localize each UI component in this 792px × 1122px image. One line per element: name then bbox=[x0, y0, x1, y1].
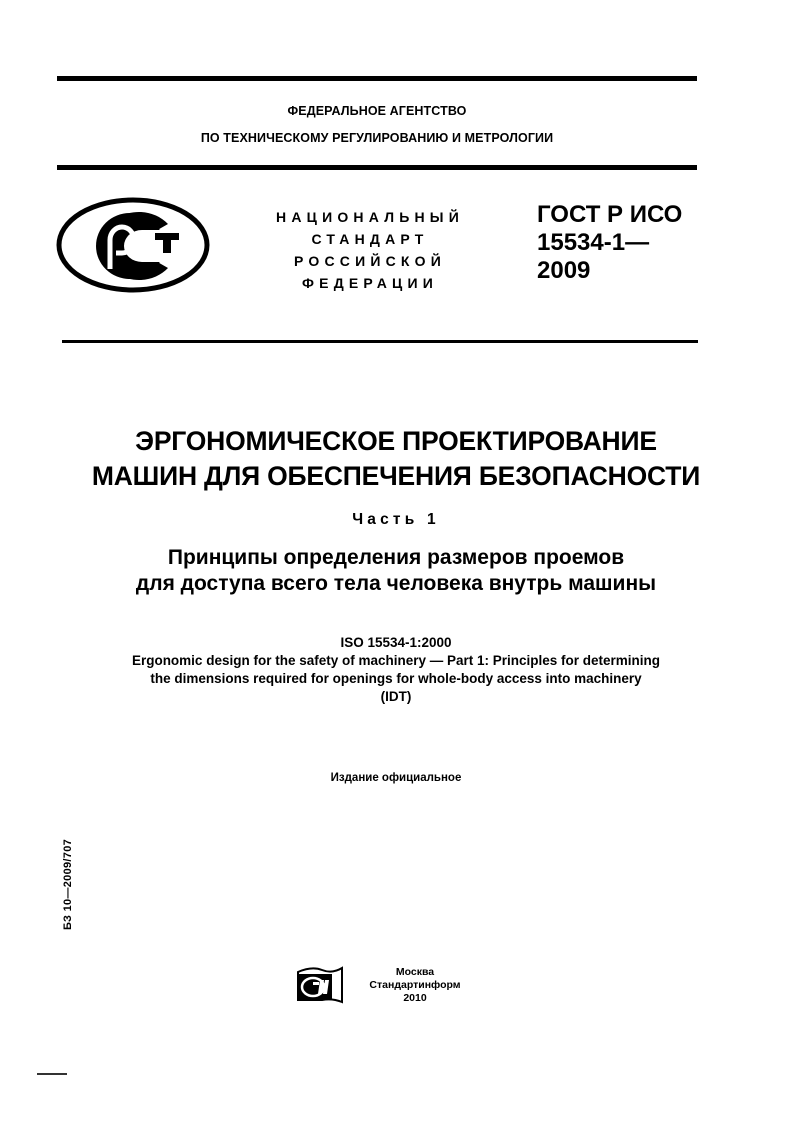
iso-reference bbox=[40, 634, 752, 706]
designation-line-3: 2009 bbox=[537, 257, 591, 284]
standartinform-logo-icon bbox=[296, 964, 346, 1004]
publisher-info bbox=[350, 966, 480, 1005]
part-label: Часть 1 bbox=[352, 511, 440, 528]
national-line-1: НАЦИОНАЛЬНЫЙ bbox=[276, 209, 464, 225]
subtitle-line-1: Принципы определения размеров проемов bbox=[167, 546, 625, 569]
publisher-city: Москва bbox=[395, 966, 435, 978]
agency-line-2: ПО ТЕХНИЧЕСКОМУ РЕГУЛИРОВАНИЮ И МЕТРОЛОГИИ bbox=[200, 131, 554, 145]
scan-artifact-mark bbox=[37, 1073, 67, 1075]
title-line-1: ЭРГОНОМИЧЕСКОЕ ПРОЕКТИРОВАНИЕ bbox=[135, 426, 657, 456]
edition-label: Издание официальное bbox=[330, 772, 462, 784]
national-line-3: РОССИЙСКОЙ bbox=[294, 253, 446, 269]
national-line-4: ФЕДЕРАЦИИ bbox=[302, 275, 438, 291]
title-line-2: МАШИН ДЛЯ ОБЕСПЕЧЕНИЯ БЕЗОПАСНОСТИ bbox=[91, 461, 701, 491]
national-standard-label bbox=[250, 206, 490, 294]
publisher-name: Стандартинформ bbox=[369, 979, 461, 991]
iso-number: ISO 15534-1:2000 bbox=[340, 635, 452, 650]
iso-english-line-2: the dimensions required for openings for whole-body access into machinery bbox=[150, 671, 642, 686]
publisher-year: 2010 bbox=[403, 992, 427, 1004]
block-bottom-rule bbox=[62, 340, 698, 343]
iso-english-line-1: Ergonomic design for the safety of machinery — Part 1: Principles for determining bbox=[131, 653, 661, 668]
standard-designation bbox=[537, 201, 682, 285]
designation-line-1: ГОСТ Р ИСО bbox=[537, 201, 683, 228]
designation-line-2: 15534-1— bbox=[537, 229, 650, 256]
national-line-2: СТАНДАРТ bbox=[311, 231, 429, 247]
header-bottom-rule bbox=[57, 165, 697, 170]
document-title bbox=[40, 424, 752, 494]
iso-equivalence: (IDT) bbox=[380, 689, 412, 704]
agency-line-1: ФЕДЕРАЛЬНОЕ АГЕНТСТВО bbox=[287, 104, 467, 118]
document-subtitle bbox=[40, 545, 752, 597]
subtitle-line-2: для доступа всего тела человека внутрь машины bbox=[135, 572, 657, 595]
header-top-rule bbox=[57, 76, 697, 81]
side-code: БЗ 10—2009/707 bbox=[62, 838, 74, 930]
gost-r-logo-icon bbox=[56, 196, 210, 294]
